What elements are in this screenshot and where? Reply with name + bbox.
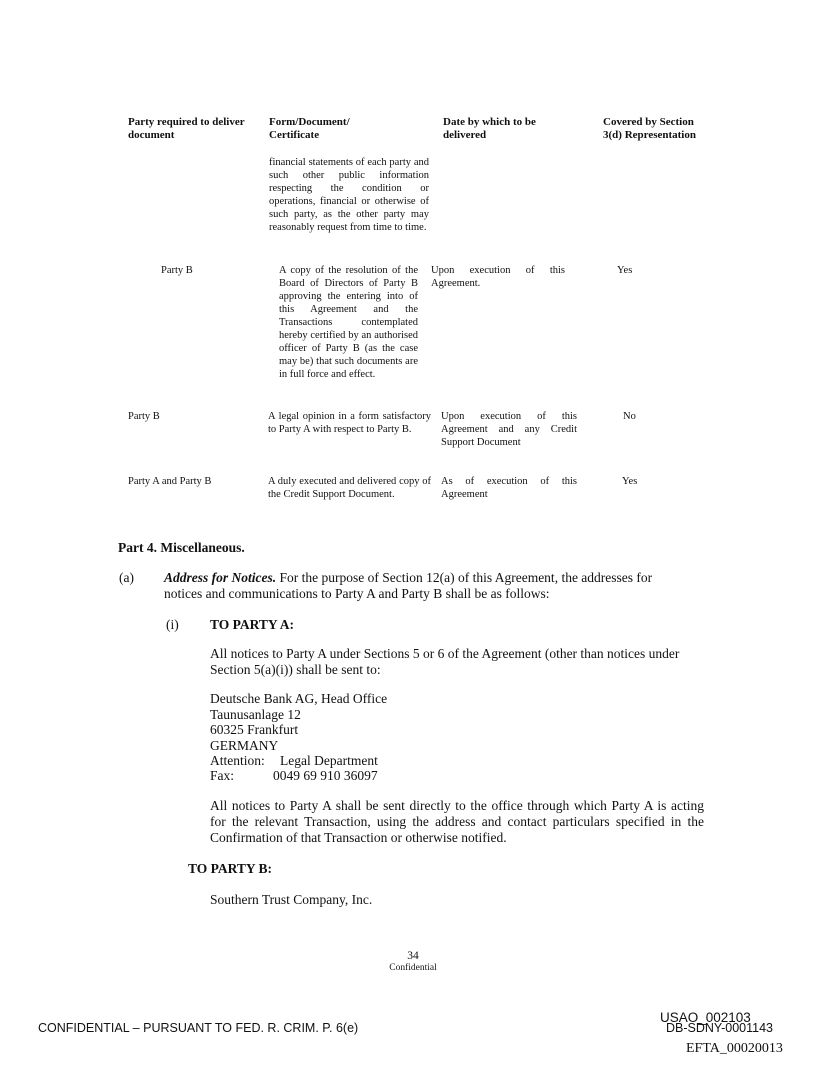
db-sdny-bates-number: DB-SDNY-0001143 — [666, 1021, 774, 1035]
party-a-notice-line1: All notices to Party A under Sections 5 or 6 of the Agreement (other than notices under — [210, 646, 680, 661]
row-3-date: As of execution of this Agreement — [441, 476, 577, 500]
attention-label: Attention: — [210, 753, 265, 768]
fax-value: 0049 69 910 36097 — [273, 768, 378, 783]
row-2-form: A legal opinion in a form satisfactory to Party A with respect to Party B. — [268, 411, 431, 435]
party-a-address-line-3: 60325 Frankfurt — [210, 722, 299, 737]
attention-value: Legal Department — [280, 753, 378, 768]
item-a-label: (a) — [119, 570, 134, 585]
party-a-address-line-1: Deutsche Bank AG, Head Office — [210, 691, 388, 706]
party-b-name: Southern Trust Company, Inc. — [210, 892, 373, 907]
row-3-party: Party A and Party B — [128, 476, 212, 487]
party-a-direct-line2: for the relevant Transaction, using the address and contact particulars specified in the — [210, 814, 704, 829]
col-header-form: Form/Document/ Certificate — [269, 116, 350, 141]
party-b-heading: TO PARTY B: — [188, 861, 273, 876]
party-a-direct-line3: Confirmation of that Transaction or otherwise notified. — [210, 830, 507, 845]
party-a-address-line-4: GERMANY — [210, 738, 279, 753]
row-1-covered: Yes — [617, 265, 633, 276]
grand-jury-legend: CONFIDENTIAL – PURSUANT TO FED. R. CRIM. P. 6(e) — [38, 1021, 359, 1035]
col-header-covered: Covered by Section 3(d) Representation — [603, 116, 696, 141]
party-a-address-line-2: Taunusanlage 12 — [210, 707, 301, 722]
page-confidential-label: Confidential — [389, 963, 437, 973]
item-a-title: Address for Notices. — [164, 570, 277, 585]
row-2-party: Party B — [128, 411, 160, 422]
part4-heading: Part 4. Miscellaneous. — [118, 540, 245, 555]
col-header-party: Party required to deliver document — [128, 116, 245, 141]
row-3-form: A duly executed and delivered copy of the Credit Support Document. — [268, 476, 431, 500]
item-a-line1-rest: For the purpose of Section 12(a) of this Agreement, the addresses for — [279, 570, 653, 585]
row-1-date: Upon execution of this Agreement. — [431, 265, 565, 289]
party-a-heading: TO PARTY A: — [210, 617, 295, 632]
party-a-direct-line1: All notices to Party A shall be sent directly to the office through which Party A is acting — [210, 798, 704, 813]
party-a-notice-line2: Section 5(a)(i)) shall be sent to: — [210, 662, 381, 677]
usao-bates-number: USAO_002103 — [660, 1010, 751, 1025]
item-a-line1 — [164, 570, 678, 587]
row-3-covered: Yes — [622, 476, 638, 487]
fax-label: Fax: — [210, 768, 235, 783]
continued-form-text: financial statements of each party and such other public information respecting the condition or operations, financial or otherwise of such party, as the other party may reasonably request from time to time. — [269, 157, 429, 233]
page-number: 34 — [407, 950, 419, 962]
row-2-covered: No — [623, 411, 636, 422]
row-2-date: Upon execution of this Agreement and any Credit Support Document — [441, 411, 577, 448]
col-header-date: Date by which to be delivered — [443, 116, 536, 141]
party-a-label: (i) — [166, 617, 179, 632]
efta-number: EFTA_00020013 — [686, 1041, 783, 1056]
row-1-form: A copy of the resolution of the Board of Directors of Party B approving the entering into of this Agreement and the Transactions contemplated hereby certified by an authorised officer of Party B (as the case may be) that such documents are in full force and effect. — [279, 265, 418, 380]
row-1-party: Party B — [161, 265, 193, 276]
item-a-line2: notices and communications to Party A and Party B shall be as follows: — [164, 586, 550, 601]
